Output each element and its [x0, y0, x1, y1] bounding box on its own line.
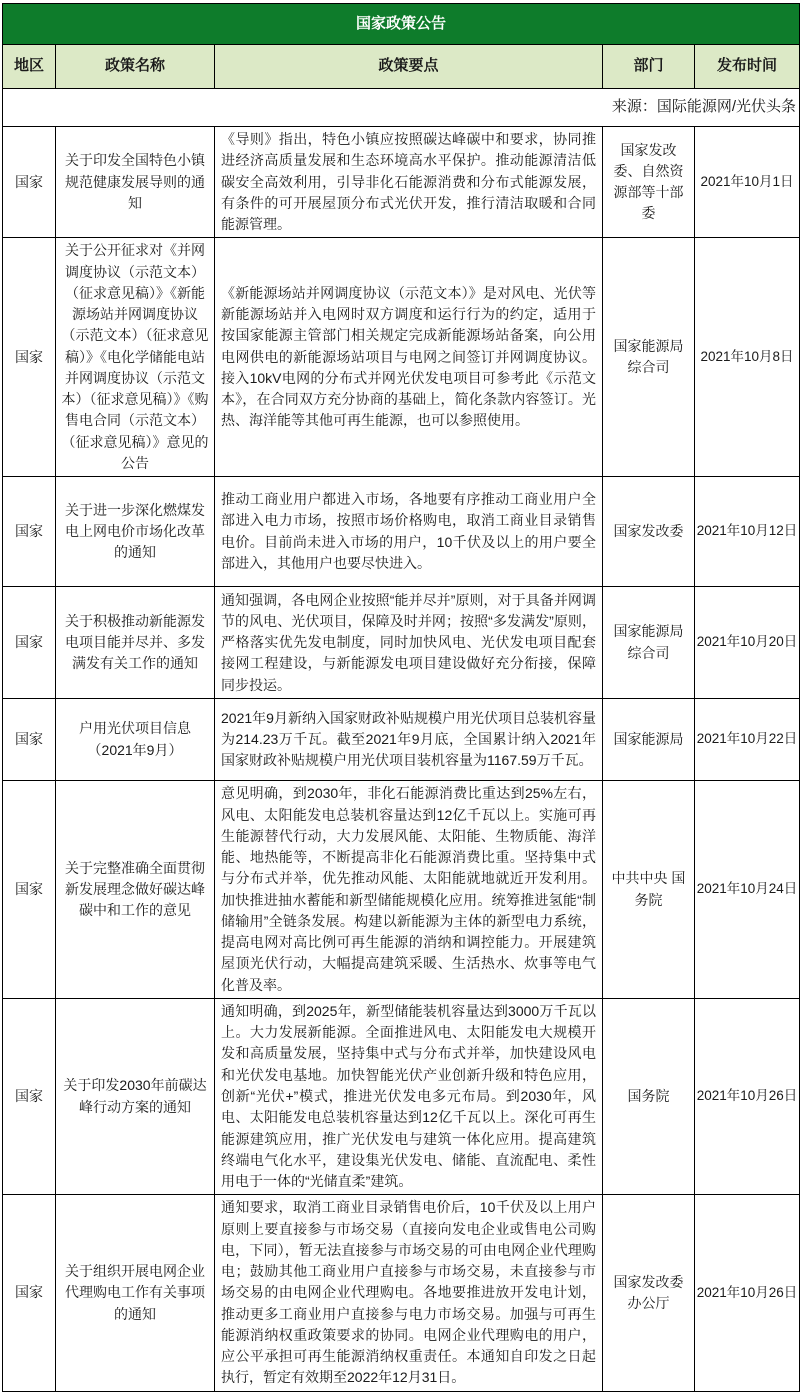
policy-name-cell: 关于进一步深化燃煤发电上网电价市场化改革的通知	[56, 477, 215, 587]
policy-points-cell: 通知明确，到2025年，新型储能装机容量达到3000万千瓦以上。大力发展新能源。全面推进风电、太阳能发电大规模开发和高质量发展，坚持集中式与分布式并举，加快建设风电和光伏发电基地。加快智能光伏产业创新升级和特色应用，创新“光伏+”模式，推进光伏发电多元布局。到2030年，风电、太阳能发电总装机容量达到12亿千瓦以上。深化可再生能源建筑应用，推广光伏发电与建筑一体化应用。提高建筑终端电气化水平，建设集光伏发电、储能、直流配电、柔性用电于一体的“光储直柔”建筑。	[215, 998, 603, 1194]
policy-announcement-table	[2, 3, 800, 1392]
table-row	[3, 1195, 800, 1391]
table-row	[3, 127, 800, 238]
region-cell: 国家	[3, 477, 56, 587]
policy-name-cell: 关于印发全国特色小镇规范健康发展导则的通知	[56, 127, 215, 238]
region-cell: 国家	[3, 587, 56, 699]
policy-name-cell: 关于组织开展电网企业代理购电工作有关事项的通知	[56, 1195, 215, 1391]
date-cell: 2021年10月22日	[695, 699, 800, 781]
source-note: 来源：国际能源网/光伏头条	[3, 89, 800, 127]
department-cell: 国务院	[603, 998, 695, 1194]
region-cell: 国家	[3, 127, 56, 238]
region-cell: 国家	[3, 998, 56, 1194]
policy-points-cell: 通知强调，各电网企业按照“能并尽并”原则，对于具备并网调节的风电、光伏项目，保障及时并网；按照“多发满发”原则，严格落实优先发电制度，同时加快风电、光伏发电项目配套接网工程建设，与新能源发电项目建设做好充分衔接，保障同步投运。	[215, 587, 603, 699]
policy-name-cell: 户用光伏项目信息（2021年9月）	[56, 699, 215, 781]
region-cell: 国家	[3, 238, 56, 477]
column-header-dept: 部门	[603, 45, 695, 89]
region-cell: 国家	[3, 1195, 56, 1391]
department-cell: 国家发改委、自然资源部等十部委	[603, 127, 695, 238]
date-cell: 2021年10月24日	[695, 781, 800, 999]
policy-points-cell: 意见明确，到2030年，非化石能源消费比重达到25%左右，风电、太阳能发电总装机容量达到12亿千瓦以上。实施可再生能源替代行动，大力发展风能、太阳能、生物质能、海洋能、地热能等，不断提高非化石能源消费比重。坚持集中式与分布式并举，优先推动风能、太阳能就地就近开发利用。加快推进抽水蓄能和新型储能规模化应用。统筹推进氢能“制储输用”全链条发展。构建以新能源为主体的新型电力系统，提高电网对高比例可再生能源的消纳和调控能力。开展建筑屋顶光伏行动，大幅提高建筑采暖、生活热水、炊事等电气化普及率。	[215, 781, 603, 999]
table-row	[3, 781, 800, 999]
column-header-points: 政策要点	[215, 45, 603, 89]
policy-points-cell: 推动工商业用户都进入市场，各地要有序推动工商业用户全部进入电力市场，按照市场价格购电，取消工商业目录销售电价。目前尚未进入市场的用户，10千伏及以上的用户要全部进入，其他用户也要尽快进入。	[215, 477, 603, 587]
department-cell: 国家发改委办公厅	[603, 1195, 695, 1391]
source-row	[3, 89, 800, 127]
department-cell: 国家发改委	[603, 477, 695, 587]
table-row	[3, 238, 800, 477]
policy-points-cell: 《导则》指出，特色小镇应按照碳达峰碳中和要求，协同推进经济高质量发展和生态环境高水平保护。推动能源清洁低碳安全高效利用，引导非化石能源消费和分布式能源发展，有条件的可开展屋顶分布式光伏开发，推行清洁取暖和合同能源管理。	[215, 127, 603, 238]
department-cell: 中共中央 国务院	[603, 781, 695, 999]
date-cell: 2021年10月8日	[695, 238, 800, 477]
date-cell: 2021年10月1日	[695, 127, 800, 238]
date-cell: 2021年10月26日	[695, 998, 800, 1194]
column-header-row	[3, 45, 800, 89]
date-cell: 2021年10月12日	[695, 477, 800, 587]
policy-points-cell: 《新能源场站并网调度协议（示范文本）》是对风电、光伏等新能源场站并入电网时双方调度和运行行为的约定，适用于按国家能源主管部门相关规定完成新能源场站备案，向公用电网供电的新能源场站项目与电网之间签订并网调度协议。接入10kV电网的分布式并网光伏发电项目可参考此《示范文本》，在合同双方充分协商的基础上，简化条款内容签订。光热、海洋能等其他可再生能源，也可以参照使用。	[215, 238, 603, 477]
table-row	[3, 998, 800, 1194]
region-cell: 国家	[3, 781, 56, 999]
column-header-date: 发布时间	[695, 45, 800, 89]
policy-points-cell: 通知要求，取消工商业目录销售电价后，10千伏及以上用户原则上要直接参与市场交易（直接向发电企业或售电公司购电，下同），暂无法直接参与市场交易的可由电网企业代理购电；鼓励其他工商业用户直接参与市场交易，未直接参与市场交易的由电网企业代理购电。各地要推进放开发电计划，推动更多工商业用户直接参与电力市场交易。加强与可再生能源消纳权重政策要求的协同。电网企业代理购电的用户，应公平承担可再生能源消纳权重责任。本通知自印发之日起执行，暂定有效期至2022年12月31日。	[215, 1195, 603, 1391]
department-cell: 国家能源局综合司	[603, 238, 695, 477]
policy-name-cell: 关于公开征求对《并网调度协议（示范文本）（征求意见稿）》《新能源场站并网调度协议（示范文本）（征求意见稿）》《电化学储能电站并网调度协议（示范文本）（征求意见稿）》《购售电合同（示范文本）（征求意见稿）》意见的公告	[56, 238, 215, 477]
policy-name-cell: 关于印发2030年前碳达峰行动方案的通知	[56, 998, 215, 1194]
table-row	[3, 699, 800, 781]
column-header-region: 地区	[3, 45, 56, 89]
date-cell: 2021年10月20日	[695, 587, 800, 699]
banner-row	[3, 4, 800, 45]
date-cell: 2021年10月26日	[695, 1195, 800, 1391]
department-cell: 国家能源局综合司	[603, 587, 695, 699]
region-cell: 国家	[3, 699, 56, 781]
column-header-name: 政策名称	[56, 45, 215, 89]
policy-points-cell: 2021年9月新纳入国家财政补贴规模户用光伏项目总装机容量为214.23万千瓦。截至2021年9月底，全国累计纳入2021年国家财政补贴规模户用光伏项目装机容量为1167.59万千瓦。	[215, 699, 603, 781]
department-cell: 国家能源局	[603, 699, 695, 781]
table-row	[3, 477, 800, 587]
table-row	[3, 587, 800, 699]
policy-table	[2, 3, 800, 1392]
policy-table-body	[3, 127, 800, 1392]
page-title: 国家政策公告	[3, 4, 800, 45]
policy-name-cell: 关于积极推动新能源发电项目能并尽并、多发满发有关工作的通知	[56, 587, 215, 699]
policy-name-cell: 关于完整准确全面贯彻新发展理念做好碳达峰碳中和工作的意见	[56, 781, 215, 999]
